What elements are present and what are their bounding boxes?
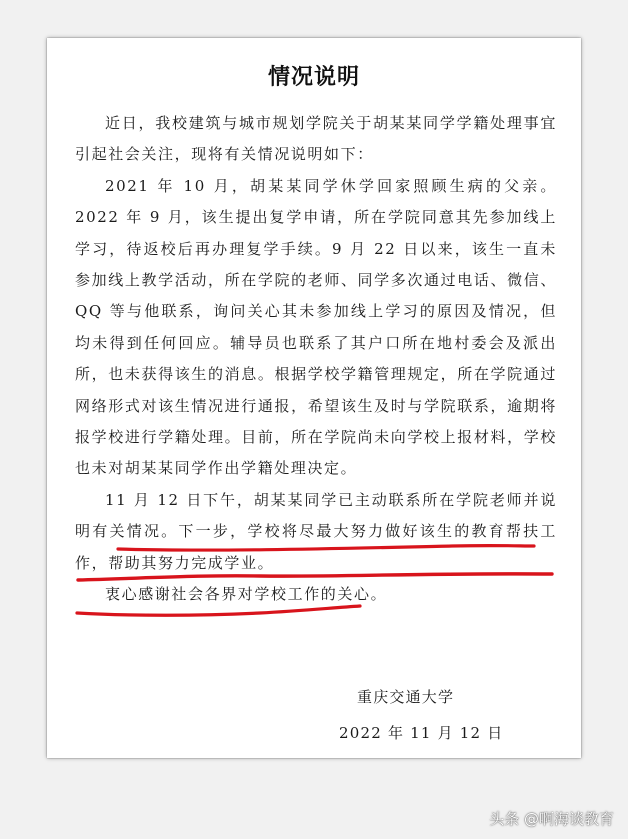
signature-organization: 重庆交通大学 xyxy=(357,688,455,706)
document-page xyxy=(47,38,581,758)
paragraph-thanks: 衷心感谢社会各界对学校工作的关心。 xyxy=(105,585,388,604)
paragraph-background: 2021 年 10 月，胡某某同学休学回家照顾生病的父亲。2022 年 9 月，该生提出复学申请，所在学院同意其先参加线上学习，待返校后再办理复学手续。9 月 22 日以来，该生一直未参加线上教学活动，所在学院的老师、同学多次通过电话、微信、QQ 等与他联系，询问关心其未参加线上学习的原因及情况，但均未得到任何回应。辅导员也联系了其户口所在地村委会及派出所，也未获得该生的消息。根据学校学籍管理规定，所在学院通过网络形式对该生情况进行通报，希望该生及时与学院联系，逾期将报学校进行学籍处理。目前，所在学院尚未向学校上报材料，学校也未对胡某某同学作出学籍处理决定。 xyxy=(75,176,557,478)
document-title: 情况说明 xyxy=(267,64,360,90)
signature-date: 2022 年 11 月 12 日 xyxy=(339,724,504,742)
watermark-text: 头条 @啊海谈教育 xyxy=(489,810,614,828)
document-body xyxy=(75,108,557,611)
paragraph-intro: 近日，我校建筑与城市规划学院关于胡某某同学学籍处理事宜引起社会关注，现将有关情况说明如下： xyxy=(75,114,557,164)
paragraph-update: 11 月 12 日下午，胡某某同学已主动联系所在学院老师并说明有关情况。下一步，学校将尽最大努力做好该生的教育帮扶工作，帮助其努力完成学业。 xyxy=(75,490,557,572)
